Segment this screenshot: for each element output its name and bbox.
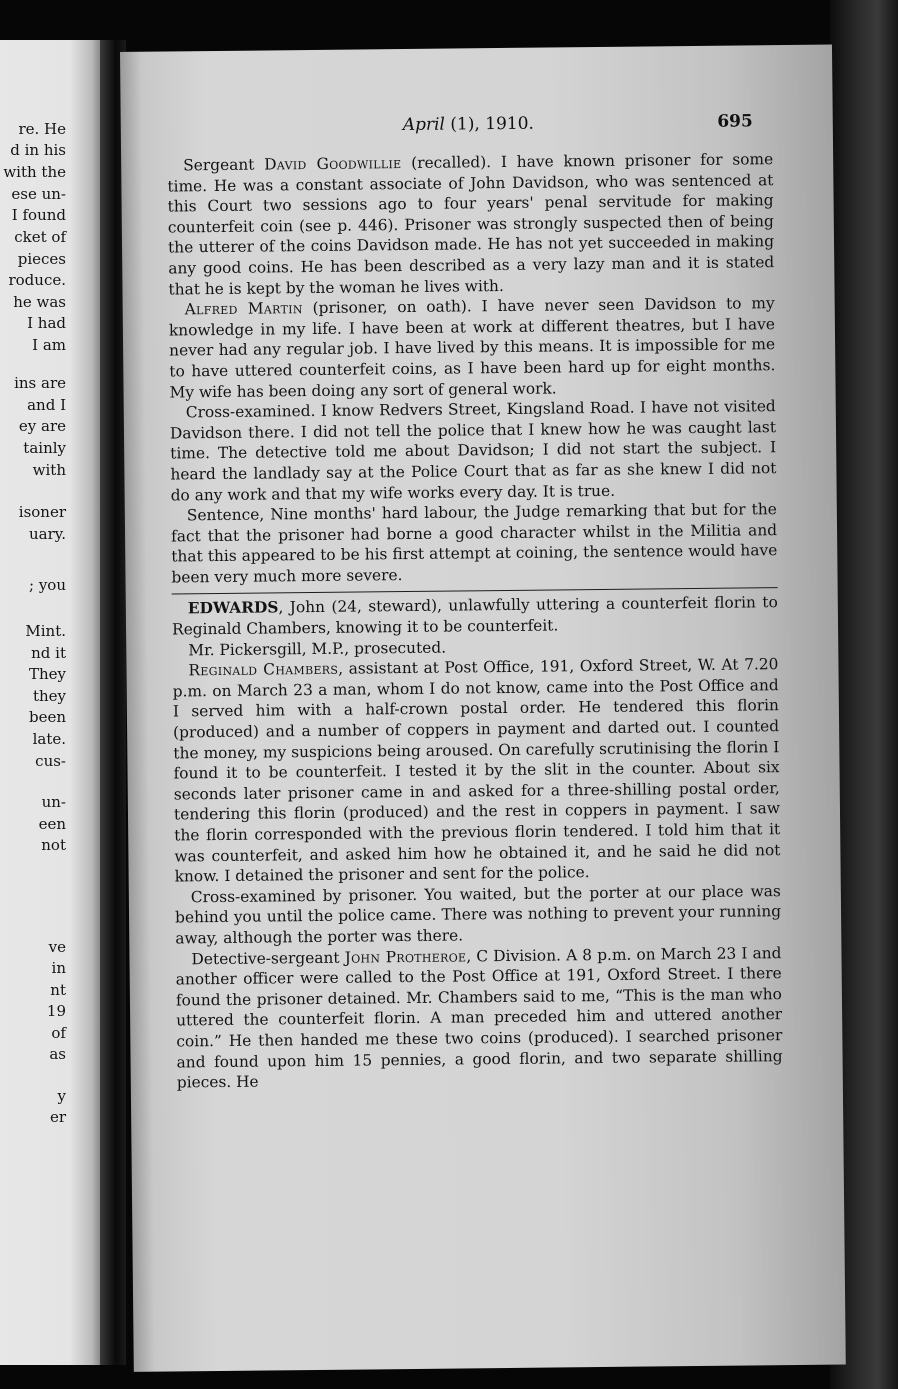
left-page-line-fragment: cus- — [35, 752, 66, 770]
testimony-text: (recalled). I have known prisoner for some time. He was a constant associate of John Davidson, who was sentenced at this Court two sessions ago to four years' penal servitude for making counterfeit coin (see p. 446). Prisoner was strongly suspected then of being the utterer of the coins Davidson made. He has not yet succeeded in making any good coins. He has been described as a very lazy man and it is stated that he is kept by the woman he lives with. — [167, 150, 775, 299]
running-head-month: April — [402, 114, 446, 136]
left-page-line-fragment: late. — [32, 730, 66, 748]
main-page — [120, 45, 846, 1372]
left-page-line-fragment: I am — [32, 336, 66, 354]
left-page-line-fragment: 19 — [46, 1002, 66, 1020]
running-head-date: (1), 1910. — [444, 113, 535, 135]
testimony-text: , C Division. A 8 p.m. on March 23 I and another officer were called to the Post Office at 191, Oxford Street. I there found the prisoner detained. Mr. Chambers said to me, “This is the man who uttered the counterfeit florin. A man preceded him and uttered another coin.” He then handed me these two coins (produced). I searched prisoner and found upon him 15 pennies, a good florin, and two separate shilling pieces. He — [175, 943, 783, 1092]
witness-name: David Goodwillie — [264, 154, 402, 174]
paragraph-chambers-cross-examination: Cross-examined by prisoner. You waited, but the porter at our place was behind you until the police came. There was nothing to prevent your running away, although the porter was there. — [174, 881, 782, 948]
left-page-line-fragment: isoner — [18, 503, 66, 521]
running-head — [403, 114, 534, 135]
left-page-line-fragment: roduce. — [8, 271, 66, 289]
left-page-line-fragment: I had — [27, 314, 66, 332]
left-page-line-fragment: been — [28, 708, 66, 726]
left-page-line-fragment: uary. — [28, 525, 66, 543]
left-page-line-fragment: he was — [13, 293, 66, 311]
left-page-line-fragment: ey are — [18, 417, 66, 435]
left-page-line-fragment: Mint. — [25, 622, 66, 640]
left-page-line-fragment: y — [57, 1087, 66, 1105]
left-page-line-fragment: not — [41, 836, 66, 854]
left-page-line-fragment: er — [49, 1108, 66, 1126]
testimony-text: , assistant at Post Office, 191, Oxford Street, W. At 7.20 p.m. on March 23 a man, whom I do not know, came into the Post Office and I served him with a half-crown postal order. He tendered this florin (produced) and a number of coppers in payment and darted out. I counted the money, my suspicions being aroused. On carefully scrutinising the florin I found it to be counterfeit. I tested it by the slit in the counter. About six seconds later prisoner came in and asked for a three-shilling postal order, tendering this florin (produced) and the rest in coppers in payment. I saw the florin corresponded with the previous florin tendered. I told him that it was counterfeit, and asked him how he obtained it, and he said he did not know. I detained the prisoner and sent for the police. — [172, 655, 781, 886]
left-page-line-fragment: pieces — [17, 250, 66, 268]
left-page-line-fragment: ins are — [14, 374, 66, 392]
left-page-line-fragment: I found — [11, 206, 66, 224]
paragraph-sentence: Sentence, Nine months' hard labour, the Judge remarking that but for the fact that the prisoner had borne a good character whilst in the Militia and that this appeared to be his first attempt at coining, the sentence would have been very much more severe. — [170, 500, 778, 587]
paragraph-protheroe-testimony — [175, 943, 782, 1093]
left-page-line-fragment: re. He — [18, 120, 66, 138]
left-page-line-fragment: of — [51, 1024, 66, 1042]
paragraph-goodwillie-testimony — [167, 149, 774, 299]
left-page-line-fragment: ese un- — [11, 185, 66, 203]
witness-rank: Sergeant — [183, 155, 265, 175]
left-page-line-fragment: un- — [41, 793, 66, 811]
left-page-line-fragment: d in his — [10, 141, 66, 159]
left-page-line-fragment: in — [51, 959, 66, 977]
case-defendant-surname: EDWARDS — [187, 598, 279, 618]
body-text — [167, 149, 783, 1093]
paragraph-prosecutor: Mr. Pickersgill, M.P., prosecuted. — [188, 638, 447, 659]
left-page-line-fragment: tainly — [23, 439, 66, 457]
witness-name: John Protheroe — [344, 946, 467, 967]
witness-name: Reginald Chambers — [188, 659, 339, 680]
left-page-line-fragment: ve — [48, 938, 66, 956]
left-page-fragment — [0, 40, 100, 1365]
page-header — [121, 111, 833, 142]
defendant-name: Alfred Martin — [184, 299, 303, 319]
left-page-line-fragment: They — [28, 665, 66, 683]
left-page-line-fragment: ; you — [29, 576, 66, 594]
witness-rank: Detective-sergeant — [191, 948, 345, 968]
left-page-line-fragment: cket of — [14, 228, 66, 246]
paragraph-edwards-case-heading — [172, 593, 778, 641]
paragraph-chambers-testimony — [172, 654, 780, 887]
left-page-line-fragment: nd it — [31, 644, 66, 662]
case-charge-text: , John (24, steward), unlawfully uttering a counterfeit florin to Reginald Chambers, knowing it to be counterfeit. — [171, 593, 778, 639]
left-page-line-fragment: nt — [50, 981, 66, 999]
left-page-line-fragment: they — [32, 687, 66, 705]
paragraph-martin-testimony — [169, 293, 776, 402]
testimony-text: (prisoner, on oath). I have never seen Davidson to my knowledge in my life. I have been at work at different theatres, but I have never had any regular job. I have lived by this means. It is impossible for me to have uttered counterfeit coins, as I have been hard up for eight months. My wife has been doing any sort of general work. — [168, 294, 776, 402]
left-page-line-fragment: with — [32, 461, 66, 479]
left-page-line-fragment: with the — [3, 163, 66, 181]
left-page-line-fragment: and I — [27, 396, 66, 414]
left-page-line-fragment: as — [49, 1045, 66, 1063]
page-number: 695 — [717, 111, 753, 132]
paragraph-martin-cross-examination: Cross-examined. I know Redvers Street, Kingsland Road. I have not visited Davidson there. I did not tell the police that I knew how he was caught last time. The detective told me about Davidson; I did not start the subject. I heard the landlady say at the Police Court that as far as she knew I did not do any work and that my wife works every day. It is true. — [169, 397, 777, 504]
left-page-line-fragment: een — [38, 815, 66, 833]
